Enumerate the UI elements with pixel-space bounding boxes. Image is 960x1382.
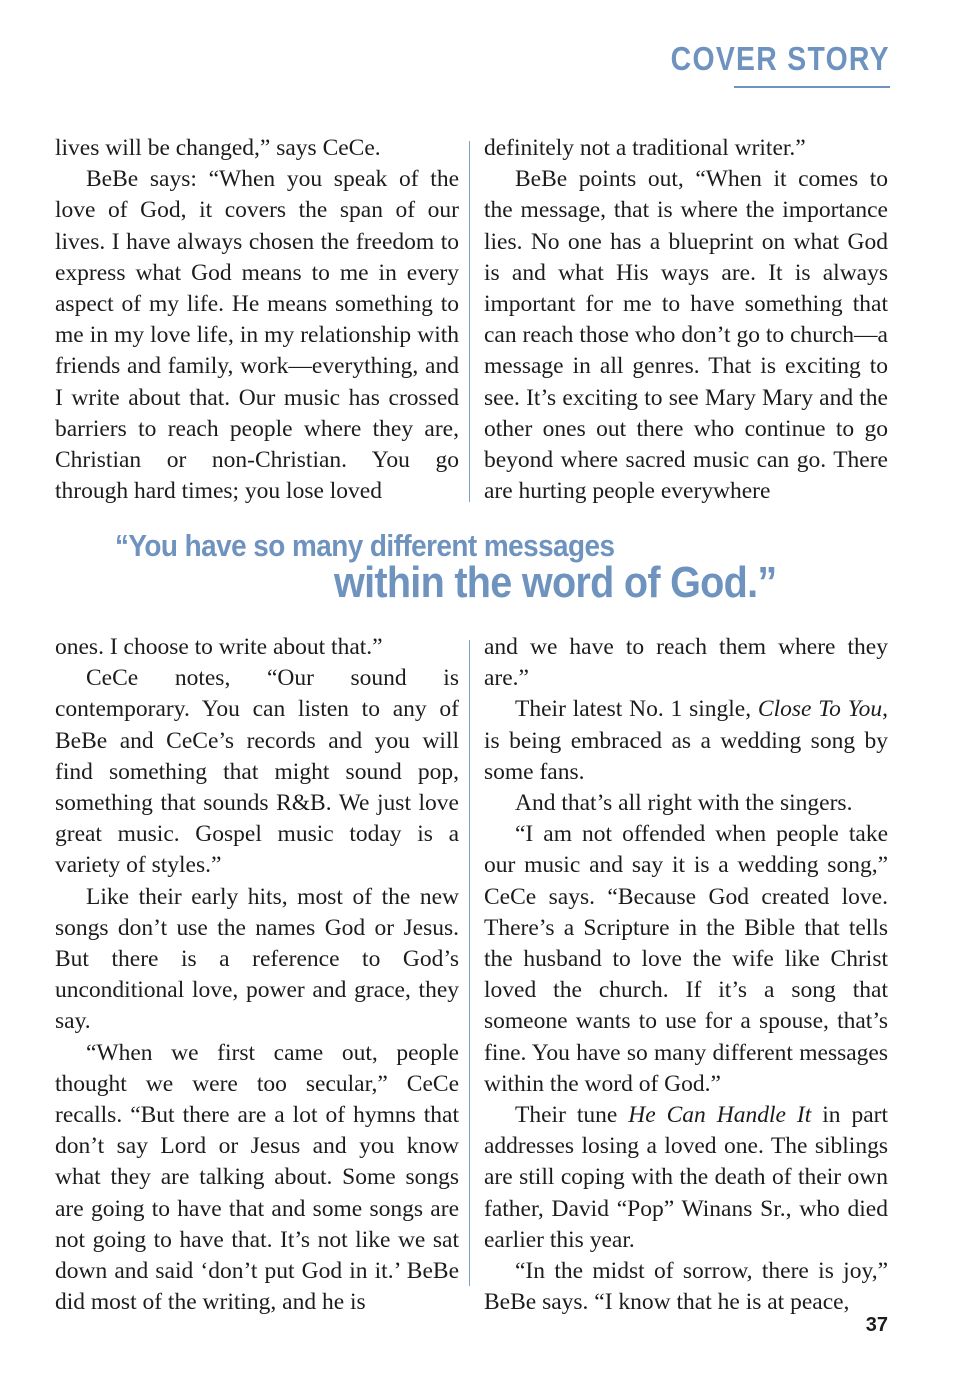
text-run: , is being embraced as a wedding song by some fans. [484, 696, 888, 785]
song-title: Close To You [757, 696, 883, 723]
article-column-bottom-right [484, 632, 888, 1318]
paragraph: lives will be changed,” says CeCe. [55, 135, 381, 161]
paragraph: “In the midst of sorrow, there is joy,” BeBe says. “I know that he is at peace, [484, 1258, 888, 1316]
text-run: Their latest No. 1 single, [515, 696, 758, 723]
pull-quote-line-2: within the word of God.” [334, 558, 777, 607]
paragraph: “I am not offended when people take our music and say it is a wedding song,” CeCe says. “Because God created love. There’s a Scripture in the Bible that tells the husband to love the wife like Christ loved the church. If it’s a song that someone wants to use for a spouse, that’s fine. You have so many different messages within the word of God.” [484, 821, 888, 1097]
paragraph: CeCe notes, “Our sound is contemporary. You can listen to any of BeBe and CeCe’s records and you will find something that might sound pop, something that sounds R&B. We just love great music. Gospel music today is a variety of styles.” [55, 665, 459, 879]
section-label: COVER STORY [670, 40, 890, 77]
paragraph: “When we first came out, people thought we were too secular,” CeCe recalls. “But there are a lot of hymns that don’t say Lord or Jesus and you know what they are talking about. Some songs are going to have that and some songs are not going to have that. It’s not like we sat down and said ‘don’t put God in it.’ BeBe did most of the writing, and he is [55, 1039, 459, 1316]
pull-quote-line-1: “You have so many different messages [115, 528, 615, 563]
paragraph: Like their early hits, most of the new songs don’t use the names God or Jesus. But there is a reference to God’s unconditional love, power and grace, they say. [55, 883, 459, 1035]
paragraph: definitely not a traditional writer.” [484, 135, 806, 161]
article-column-bottom-left [55, 632, 459, 1318]
paragraph: and we have to reach them where they are.” [484, 634, 888, 692]
paragraph [484, 1100, 888, 1256]
page-number: 37 [865, 1314, 888, 1336]
article-column-top-left [55, 133, 459, 507]
column-divider [469, 141, 470, 502]
paragraph [484, 694, 888, 788]
article-column-top-right [484, 133, 888, 507]
pull-quote [0, 526, 960, 616]
song-title: He Can Handle It [628, 1102, 812, 1129]
paragraph: And that’s all right with the singers. [515, 790, 853, 817]
text-run: Their tune [515, 1102, 629, 1129]
column-divider [469, 640, 470, 1286]
paragraph: BeBe points out, “When it comes to the message, that is where the importance lies. No one has a blueprint on what God is and what His ways are. It is always important for me to have something that can reach those who don’t go to church—a message in all genres. That is exciting to see. It’s exciting to see Mary Mary and the other ones out there who continue to go beyond where sacred music can go. There are hurting people everywhere [484, 166, 888, 505]
text-run: in part addresses losing a loved one. The siblings are still coping with the death of their own father, David “Pop” Winans Sr., who died earlier this year. [484, 1102, 888, 1253]
section-label-underline [734, 86, 890, 88]
paragraph: BeBe says: “When you speak of the love of God, it covers the span of our lives. I have always chosen the freedom to express what God means to me in every aspect of my life. He means something to me in my love life, in my relationship with friends and family, work—everything, and I write about that. Our music has crossed barriers to reach people where they are, Christian or non-Christian. You go through hard times; you lose loved [55, 166, 459, 505]
paragraph: ones. I choose to write about that.” [55, 634, 383, 660]
